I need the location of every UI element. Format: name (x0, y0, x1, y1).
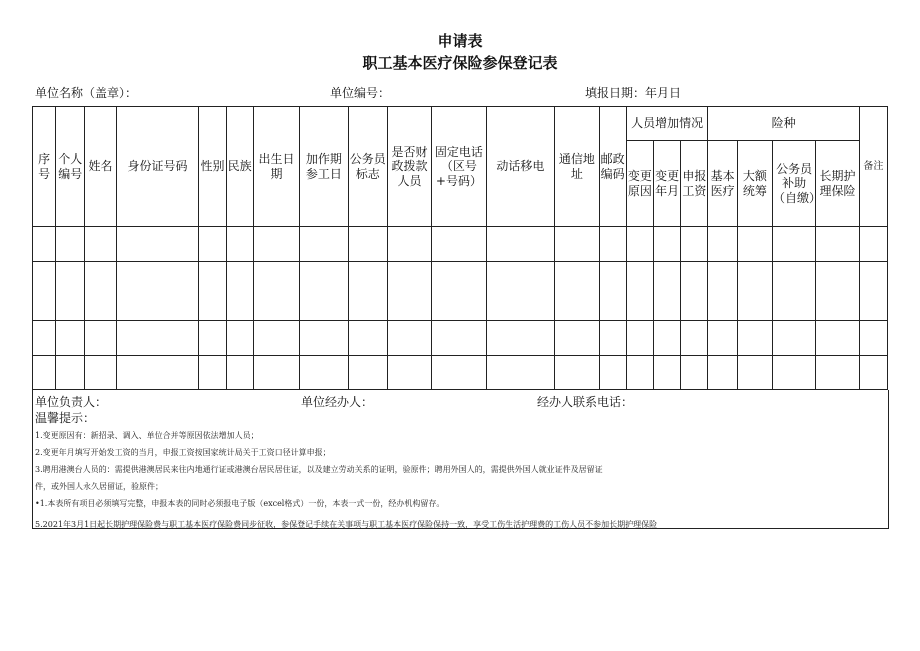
header-cs-subsidy: 公务员补助（自缴） (772, 141, 815, 227)
table-cell[interactable] (199, 262, 226, 321)
table-cell[interactable] (737, 262, 772, 321)
header-insurance-group: 险种 (708, 107, 859, 141)
unit-name-label: 单位名称（盖章）： (35, 86, 138, 100)
header-basic-medical: 基本医疗 (708, 141, 737, 227)
table-cell[interactable] (432, 262, 486, 321)
table-cell[interactable] (486, 356, 555, 390)
header-ltc: 长期护理保险 (816, 141, 859, 227)
table-cell[interactable] (654, 227, 681, 262)
unit-handler-label: 单位经办人： (301, 395, 374, 409)
header-seq: 序号 (33, 107, 56, 227)
note-line: 5.2021年3月1日起长期护理保险费与职工基本医疗保险费同步征收，参保登记手续在关事项与职工基本医疗保险保持一致，享受工伤生活护理费的工伤人员不参加长期护理保险 (35, 520, 658, 529)
header-major-pooling: 大额统筹 (737, 141, 772, 227)
header-civil-servant: 公务员标志 (348, 107, 387, 227)
header-mobile: 动话移电 (486, 107, 555, 227)
table-cell[interactable] (56, 227, 85, 262)
tips-title: 温馨提示： (35, 411, 96, 425)
table-cell[interactable] (486, 227, 555, 262)
header-work-date: 加作期参工日 (300, 107, 348, 227)
table-cell[interactable] (226, 356, 253, 390)
table-cell[interactable] (387, 262, 431, 321)
header-name: 姓名 (85, 107, 116, 227)
table-cell[interactable] (737, 227, 772, 262)
table-cell[interactable] (300, 227, 348, 262)
table-cell[interactable] (737, 321, 772, 356)
table-cell[interactable] (387, 227, 431, 262)
handler-phone-label: 经办人联系电话： (537, 395, 634, 409)
form-title: 申请表 (437, 32, 483, 50)
footer-section (32, 390, 889, 529)
table-cell[interactable] (116, 321, 199, 356)
table-row (33, 262, 888, 321)
table-cell[interactable] (348, 321, 387, 356)
table-cell[interactable] (859, 262, 887, 321)
header-remark: 备注 (859, 107, 887, 227)
table-cell[interactable] (387, 356, 431, 390)
header-address: 通信地址 (555, 107, 599, 227)
header-change-reason: 变更原因 (626, 141, 653, 227)
table-cell[interactable] (859, 227, 887, 262)
header-id-no: 身份证号码 (116, 107, 199, 227)
table-cell[interactable] (199, 227, 226, 262)
header-landline: 固定电话（区号+号码） (432, 107, 486, 227)
header-ethnicity: 民族 (226, 107, 253, 227)
table-cell[interactable] (626, 356, 653, 390)
table-cell[interactable] (816, 321, 859, 356)
header-personal-no: 个人编号 (56, 107, 85, 227)
table-cell[interactable] (708, 262, 737, 321)
note-line: •1.本表所有项目必须填写完整，申报本表的同时必须报电子版（excel格式）一份，本表一式一份，经办机构留存。 (35, 499, 445, 508)
registration-table (32, 106, 888, 390)
table-cell[interactable] (681, 321, 708, 356)
table-cell[interactable] (555, 227, 599, 262)
table-cell[interactable] (681, 227, 708, 262)
header-gender: 性别 (199, 107, 226, 227)
header-postcode: 邮政编码 (599, 107, 626, 227)
table-cell[interactable] (708, 321, 737, 356)
table-cell[interactable] (56, 356, 85, 390)
table-cell[interactable] (56, 321, 85, 356)
header-fiscal: 是否财政拨款人员 (387, 107, 431, 227)
table-cell[interactable] (348, 227, 387, 262)
table-cell[interactable] (348, 262, 387, 321)
table-cell[interactable] (626, 262, 653, 321)
note-line: 3.聘用港澳台人员的：需提供港澳居民来往内地通行证或港澳台居民居住证，以及建立劳动关系的证明，验原件；聘用外国人的，需提供外国人就业证件及居留证 (35, 465, 603, 474)
table-cell[interactable] (253, 262, 299, 321)
table-cell[interactable] (85, 356, 116, 390)
table-cell[interactable] (555, 262, 599, 321)
header-birth-date: 出生日期 (253, 107, 299, 227)
table-cell[interactable] (33, 321, 56, 356)
table-cell[interactable] (599, 227, 626, 262)
table-cell[interactable] (199, 356, 226, 390)
table-cell[interactable] (816, 356, 859, 390)
header-change-month: 变更年月 (654, 141, 681, 227)
header-increase-group: 人员增加情况 (626, 107, 708, 141)
table-row (33, 321, 888, 356)
table-cell[interactable] (226, 321, 253, 356)
note-line: 2.变更年月填写开始发工资的当月，申报工资按国家统计局关于工资口径计算申报； (35, 448, 331, 457)
table-cell[interactable] (772, 262, 815, 321)
table-cell[interactable] (486, 262, 555, 321)
table-cell[interactable] (85, 321, 116, 356)
header-declared-wage: 申报工资 (681, 141, 708, 227)
fill-date-label: 填报日期：年月日 (585, 86, 682, 100)
table-cell[interactable] (816, 262, 859, 321)
table-cell[interactable] (33, 356, 56, 390)
table-cell[interactable] (432, 356, 486, 390)
table-cell[interactable] (555, 321, 599, 356)
table-cell[interactable] (199, 321, 226, 356)
table-cell[interactable] (348, 356, 387, 390)
table-cell[interactable] (85, 262, 116, 321)
table-cell[interactable] (486, 321, 555, 356)
unit-code-label: 单位编号： (330, 86, 391, 100)
table-cell[interactable] (859, 321, 887, 356)
table-cell[interactable] (654, 321, 681, 356)
note-line: 1.变更原因有：新招录、调入、单位合并等原因依法增加人员； (35, 431, 259, 440)
table-row (33, 356, 888, 390)
table-cell[interactable] (599, 356, 626, 390)
note-line: 件，或外国人永久居留证，验原件； (35, 482, 163, 491)
table-cell[interactable] (816, 227, 859, 262)
table-cell[interactable] (85, 227, 116, 262)
table-cell[interactable] (432, 321, 486, 356)
table-cell[interactable] (599, 262, 626, 321)
table-cell[interactable] (555, 356, 599, 390)
table-cell[interactable] (708, 356, 737, 390)
table-cell[interactable] (599, 321, 626, 356)
table-cell[interactable] (33, 227, 56, 262)
table-cell[interactable] (253, 227, 299, 262)
table-cell[interactable] (772, 321, 815, 356)
table-row (33, 227, 888, 262)
table-cell[interactable] (300, 262, 348, 321)
table-cell[interactable] (253, 356, 299, 390)
table-cell[interactable] (772, 356, 815, 390)
unit-head-label: 单位负责人： (35, 395, 108, 409)
table-cell[interactable] (226, 227, 253, 262)
form-subtitle: 职工基本医疗保险参保登记表 (362, 54, 558, 72)
table-cell[interactable] (226, 262, 253, 321)
table-cell[interactable] (300, 321, 348, 356)
table-cell[interactable] (859, 356, 887, 390)
table-cell[interactable] (708, 227, 737, 262)
table-cell[interactable] (654, 262, 681, 321)
table-cell[interactable] (33, 262, 56, 321)
table-cell[interactable] (56, 262, 85, 321)
table-cell[interactable] (253, 321, 299, 356)
table-cell[interactable] (116, 356, 199, 390)
table-cell[interactable] (737, 356, 772, 390)
table-cell[interactable] (116, 227, 199, 262)
table-cell[interactable] (432, 227, 486, 262)
table-cell[interactable] (387, 321, 431, 356)
table-cell[interactable] (654, 356, 681, 390)
table-cell[interactable] (772, 227, 815, 262)
table-cell[interactable] (626, 227, 653, 262)
table-cell[interactable] (300, 356, 348, 390)
table-cell[interactable] (626, 321, 653, 356)
table-cell[interactable] (681, 262, 708, 321)
table-cell[interactable] (681, 356, 708, 390)
table-cell[interactable] (116, 262, 199, 321)
